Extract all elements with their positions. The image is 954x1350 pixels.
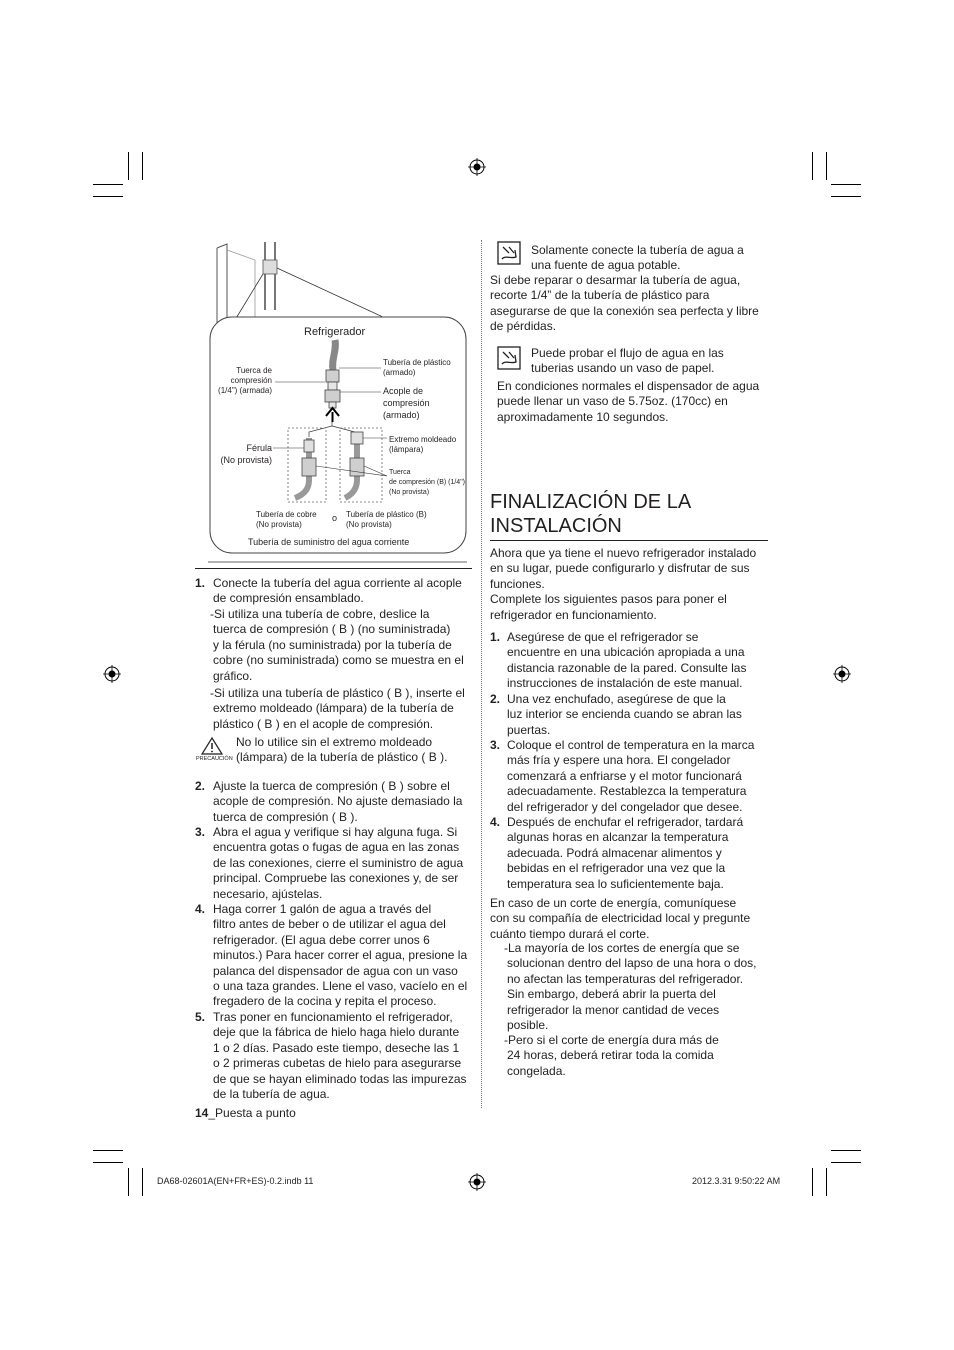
step-number: 3. (195, 825, 206, 839)
label-tuberia-plastico-armado: Tubería de plástico (armado) (383, 358, 451, 377)
column-divider (481, 240, 482, 1108)
page-footer (195, 1106, 296, 1120)
step-number: 4. (195, 902, 206, 916)
step-text: Una vez enchufado, asegúrese de que la luz interior se encienda cuando se abran las puertas. (507, 692, 742, 737)
page-number: 14 (195, 1106, 209, 1120)
print-date-info: 2012.3.31 9:50:22 AM (692, 1176, 781, 1186)
step-number: 2. (490, 692, 501, 706)
sub-item-plastic: -Si utiliza una tubería de plástico ( B ), inserte el extremo moldeado (lámpara) de la tubería de plástico ( B ) en el acople de compresión. (210, 686, 465, 731)
step-number: 2. (195, 779, 206, 793)
step-text: Abra el agua y verifique si hay alguna fuga. Si encuentra gotas o fugas de agua en las zonas de las conexiones, cierre el suministro de agua principal. Compruebe las conexiones y, de ser necesario, ajústelas. (213, 825, 464, 901)
caution-label: PRECAUCIÓN (196, 756, 233, 762)
section-title: FINALIZACIÓN DE LA INSTALACIÓN (490, 491, 692, 537)
caution-text: (lámpara) de la tubería de plástico ( B ). (236, 750, 448, 764)
label-tuerca-b: Tuerca de compresión (B) (1/4") (No provista) (389, 469, 466, 496)
sub-item-copper: -Si utiliza una tubería de cobre, deslice la tuerca de compresión ( B ) (no suministrada) y la férula (no suministrada) por la tubería de cobre (no suministrada) como se muestra en el gráfico. (210, 607, 464, 683)
label-acople: Acople de compresión (armado) (383, 386, 430, 420)
registration-mark-icon (468, 1173, 486, 1191)
step-number: 1. (195, 576, 206, 590)
step-number: 4. (490, 815, 501, 829)
left-rule (195, 568, 472, 569)
label-tuberia-cobre: Tubería de cobre (No provista) (256, 510, 317, 529)
step-text: Ajuste la tuerca de compresión ( B ) sobre el acople de compresión. No ajuste demasiado la tuerca de compresión ( B ). (213, 779, 463, 824)
step-text: Coloque el control de temperatura en la marca más fría y espere una hora. El congelador comenzará a enfriarse y el motor funcionará adecuadamente. Restablezca la temperatura del refrigerador y del congelador que desee. (507, 738, 755, 814)
step-number: 3. (490, 738, 501, 752)
step-text: Asegúrese de que el refrigerador se encuentre en una ubicación apropiada a una distancia razonable de la pared. Consulte las instrucciones de instalación de este manual. (507, 630, 747, 691)
step-text: Después de enchufar el refrigerador, tardará algunas horas en alcanzar la temperatura adecuada. Podrá almacenar alimentos y bebidas en el refrigerador una vez que la temperatura sea lo suficientemente baja. (507, 815, 744, 891)
repair-paragraph: Si debe reparar o desarmar la tubería de agua, recorte 1/4” de la tubería de plástico para asegurarse de que la conexión sea perfecta y libre de pérdidas. (490, 273, 759, 334)
step-number: 5. (195, 1010, 206, 1024)
caution-text: No lo utilice sin el extremo moldeado (236, 735, 433, 749)
note-icon (497, 241, 521, 265)
label-refrigerador: Refrigerador (304, 326, 366, 338)
intro-paragraph: Ahora que ya tiene el nuevo refrigerador instalado en su lugar, puede configurarlo y disfrutar de sus funciones. Complete los siguientes pasos para poner el refrigerador en funcionamiento. (490, 546, 757, 622)
power-outage-paragraph: En caso de un corte de energía, comuníquese con su compañía de electricidad local y pregunte cuánto tiempo durará el corte. (490, 896, 751, 941)
bullet-item: -Pero si el corte de energía dura más de 24 horas, deberá retirar toda la comida congelada. (504, 1033, 719, 1078)
label-suministro: Tubería de suministro del agua corriente (248, 537, 410, 547)
step-number: 1. (490, 630, 501, 644)
label-o: o (332, 513, 338, 523)
registration-mark-icon (833, 665, 851, 683)
step-text: Haga correr 1 galón de agua a través del filtro antes de beber o de utilizar el agua del refrigerador. (El agua debe correr unos 6 minutos.) Para hacer correr el agua, presione la palanca del dispensador de agua con un vaso o una taza grandes. Llene el vaso, vacíelo en el fregadero de la cocina y repita el proceso. (213, 902, 468, 1009)
label-extremo-moldeado: Extremo moldeado (lámpara) (389, 435, 457, 454)
caution-icon (201, 737, 223, 755)
page-section: _Puesta a punto (208, 1106, 296, 1120)
title-rule (490, 540, 768, 541)
label-tuberia-plastico-b: Tubería de plástico (B) (No provista) (346, 510, 427, 529)
step-text: Conecte la tubería del agua corriente al acople de compresión ensamblado. (213, 576, 462, 606)
bullet-item: -La mayoría de los cortes de energía que se solucionan dentro del lapso de una hora o dos, no afectan las temperaturas del refrigerador. Sin embargo, deberá abrir la puerta del refrigerador la menor cantidad de veces posible. (504, 941, 757, 1033)
registration-mark-icon (103, 665, 121, 683)
note-icon (497, 346, 521, 370)
note-text: Puede probar el flujo de agua en las tuberias usando un vaso de papel. (531, 346, 724, 376)
note-text: Solamente conecte la tubería de agua a una fuente de agua potable. (531, 243, 744, 273)
diagram-drawing (205, 240, 473, 572)
flow-paragraph: En condiciones normales el dispensador de agua puede llenar un vaso de 5.75oz. (170cc) en aproximadamente 10 segundos. (497, 379, 760, 424)
label-tuerca-compresion: Tuerca de compresión (1/4") (armada) (218, 366, 272, 395)
label-ferula: Férula (No provista) (220, 443, 272, 465)
step-text: Tras poner en funcionamiento el refrigerador, deje que la fábrica de hielo haga hielo durante 1 o 2 días. Pasado este tiempo, deseche las 1 o 2 primeras cubetas de hielo para asegurarse de que se hayan eliminado todas las impurezas de la tubería de agua. (213, 1010, 467, 1102)
registration-mark-icon (468, 158, 486, 176)
print-file-info: DA68-02601A(EN+FR+ES)-0.2.indb 11 (157, 1176, 314, 1186)
